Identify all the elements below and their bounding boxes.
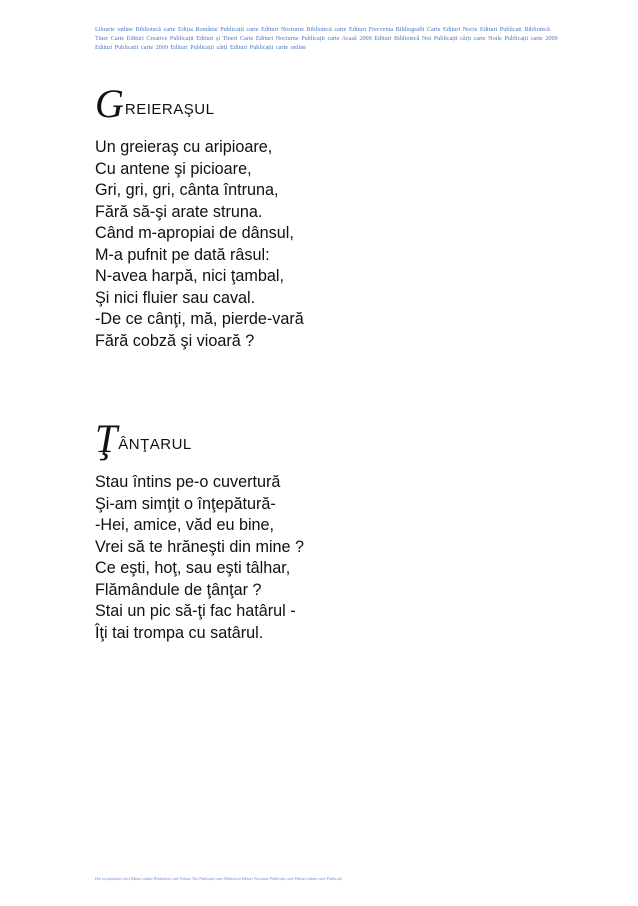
header-link[interactable]: 2009 Edituri Bibliotecă Noi [359, 35, 432, 42]
title-initial: Ţ [95, 416, 118, 461]
header-link[interactable]: Edituri Publicati [480, 26, 522, 33]
title-rest: REIERAŞUL [124, 101, 215, 118]
poem-line: Vrei să te hrăneşti din mine ? [95, 537, 305, 556]
poem-line: -De ce cânţi, mă, pierde-vară [95, 310, 304, 328]
poem-line: Un greieraş cu aripioare, [95, 138, 273, 156]
poem-lines [95, 137, 304, 352]
poem-line: Şi-am simţit o înţepătură- [95, 494, 276, 513]
header-link[interactable]: 2009 Edituri Publicații cărți Edituri [155, 44, 248, 51]
poem-line: -Hei, amice, văd eu bine, [95, 516, 275, 534]
poem-title [95, 80, 304, 124]
poem-line: Stau întins pe-o cuvertură [95, 473, 281, 491]
header-links [95, 25, 565, 52]
footer-links[interactable]: Hai cu publicații cărți Edituri online Bibliotecă carte Edituri Noi Publicații carte Bibliotecă Edituri Nocturne Publicații carte Edituri online carte Publicații [95, 876, 343, 881]
poem-lines [95, 472, 304, 644]
title-initial: G [95, 81, 124, 126]
header-link[interactable]: Bibliotecă carte Ediția Românie [135, 26, 218, 33]
poem-line: Gri, gri, gri, cânta întruna, [95, 181, 279, 199]
poem-line: M-a pufnit pe dată râsul: [95, 245, 270, 264]
header-link[interactable]: Publicații [169, 35, 194, 42]
header-link[interactable]: Edituri și Tineri Carte Edituri Nocturne [196, 35, 299, 42]
header-link[interactable]: Publicații carte 2009 Edituri Publicații carte [95, 35, 558, 51]
poem-tantarul [95, 415, 304, 644]
poem-line: Când m-apropiai de dânsul, [95, 224, 294, 242]
poem-title [95, 415, 304, 459]
poem-line: Cu antene şi picioare, [95, 159, 252, 178]
poem-line: Îţi tai trompa cu satârul. [95, 623, 264, 642]
poem-line: Flămândule de ţânţar ? [95, 580, 262, 599]
header-link[interactable]: Librarie online [95, 26, 133, 33]
header-link[interactable]: Publicații cărți carte Noile [433, 35, 502, 42]
header-link[interactable]: Publicații carte Edituri Nocturne [220, 26, 304, 33]
header-link[interactable]: Bibliografii Carte Edituri Nocie [395, 26, 478, 33]
header-link[interactable]: Publicații carte online [249, 44, 307, 51]
poem-line: Fără să-şi arate struna. [95, 202, 263, 221]
poem-line: Şi nici fluier sau caval. [95, 288, 256, 307]
poem-line: Stai un pic să-ţi fac hatârul - [95, 602, 296, 620]
header-link[interactable]: Publicații carte Acasă [301, 35, 357, 42]
poem-line: Ce eşti, hoţ, sau eşti tâlhar, [95, 559, 291, 577]
header-link[interactable]: Bibliotecă Tiner Carte Edituri Creative [95, 26, 550, 42]
poem-greierasul [95, 80, 304, 352]
header-link[interactable]: Bibliotecă carte Edituri Frecventa [306, 26, 394, 33]
poem-line: N-avea harpă, nici ţambal, [95, 267, 284, 285]
poem-line: Fără cobză şi vioară ? [95, 331, 255, 350]
title-rest: ÂNŢARUL [118, 436, 192, 453]
